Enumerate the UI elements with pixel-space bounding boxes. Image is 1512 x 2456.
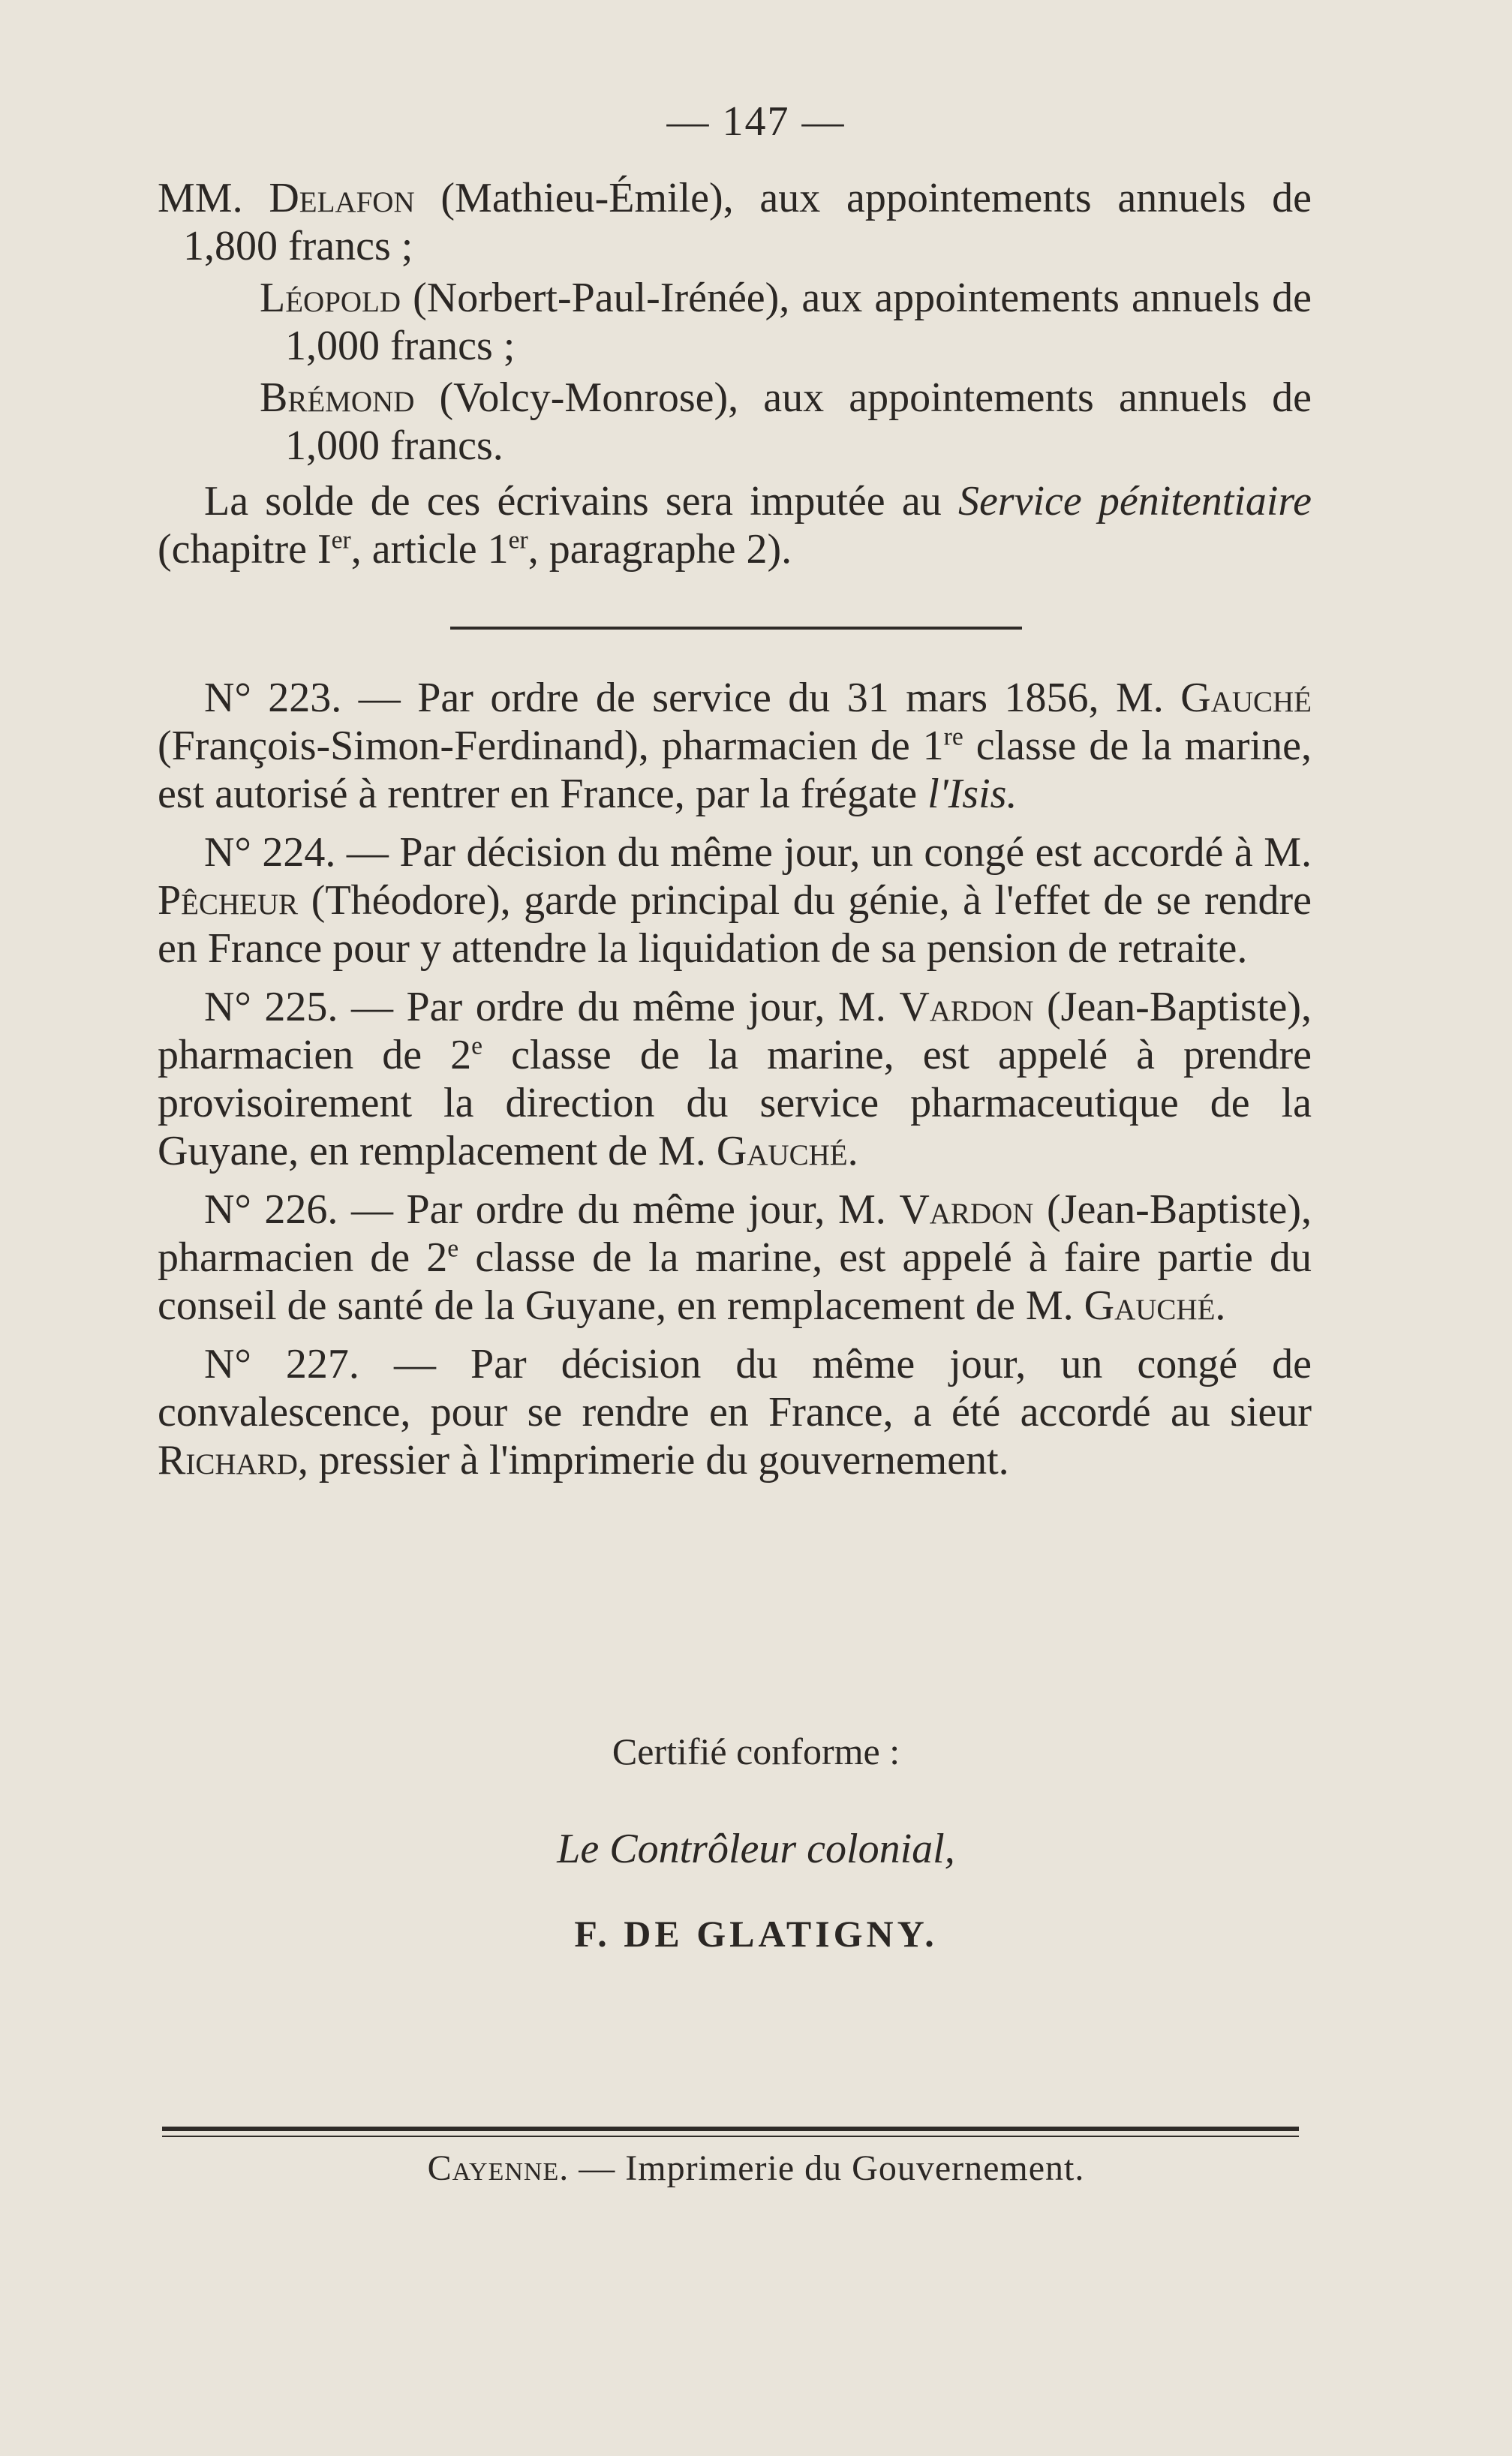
name-vardon: Vardon bbox=[899, 984, 1034, 1030]
service-penitentiaire: Service pénitentiaire bbox=[957, 478, 1312, 525]
n226-text-c: classe de la marine, est appelé à faire partie du conseil de santé de la Guyane, en remplacement de M. bbox=[158, 1234, 1312, 1329]
n224-text-a: N° 224. — Par décision du même jour, un congé est accordé à M. bbox=[204, 829, 1312, 876]
footer-rule-thick bbox=[162, 2127, 1299, 2131]
decision-226 bbox=[158, 1186, 1312, 1330]
solde-text-c: , article 1 bbox=[350, 526, 509, 573]
name-gauche-3: Gauché. bbox=[1084, 1282, 1226, 1329]
n225-text-a: N° 225. — Par ordre du même jour, M. bbox=[204, 984, 886, 1030]
footer-rule-thin bbox=[162, 2136, 1299, 2137]
decision-224 bbox=[158, 828, 1312, 972]
leopold-details: (Norbert-Paul-Irénée), aux appointements annuels de 1,000 francs ; bbox=[285, 275, 1312, 369]
delafon-details: (Mathieu-Émile), aux appointements annuels de 1,800 francs ; bbox=[183, 175, 1312, 269]
appointment-leopold bbox=[158, 274, 1312, 370]
n223-text-c: classe de la marine, est autorisé à rentrer en France, par la frégate bbox=[158, 723, 1312, 817]
name-gauche: Gauché bbox=[1180, 675, 1312, 721]
mm-prefix: MM. bbox=[158, 175, 243, 221]
n223-text-a: N° 223. — Par ordre de service du 31 mars 1856, M. bbox=[204, 675, 1164, 721]
n227-text-b: , pressier à l'imprimerie du gouvernement. bbox=[297, 1437, 1009, 1484]
name-delafon: Delafon bbox=[269, 175, 415, 221]
n224-text-b: (Théodore), garde principal du génie, à l'effet de se rendre en France pour y attendre la liquidation de sa pension de retraite. bbox=[158, 877, 1312, 972]
appointment-bremond bbox=[158, 374, 1312, 470]
n225-text-b: (Jean-Baptiste), pharmacien de 2 bbox=[158, 984, 1312, 1078]
page-number: — 147 — bbox=[666, 98, 846, 145]
name-richard: Richard bbox=[158, 1437, 298, 1484]
decision-223 bbox=[158, 674, 1312, 818]
n226-sup: e bbox=[447, 1234, 459, 1263]
solde-sup-2: er bbox=[508, 526, 528, 555]
imprint bbox=[0, 2148, 1512, 2189]
n227-text-a: N° 227. — Par décision du même jour, un congé de convalescence, pour se rendre en France, a été accordé au sieur bbox=[158, 1341, 1312, 1435]
n225-sup: e bbox=[471, 1032, 483, 1060]
appointment-delafon bbox=[158, 174, 1312, 270]
n223-sup: re bbox=[943, 723, 963, 751]
decision-225 bbox=[158, 983, 1312, 1175]
signature: F. DE GLATIGNY. bbox=[574, 1913, 938, 1955]
name-pecheur: Pêcheur bbox=[158, 877, 299, 924]
n225-text-c: classe de la marine, est appelé à prendre provisoirement la direction du service pharmaceutique de la Guyane, en remplacement de M. bbox=[158, 1032, 1312, 1174]
solde-text-b: (chapitre I bbox=[158, 526, 332, 573]
bremond-details: (Volcy-Monrose), aux appointements annuels de 1,000 francs. bbox=[285, 374, 1312, 469]
name-gauche-2: Gauché. bbox=[716, 1128, 858, 1174]
controller-title: Le Contrôleur colonial, bbox=[557, 1826, 955, 1872]
decisions-block bbox=[158, 674, 1312, 1484]
name-vardon-2: Vardon bbox=[899, 1186, 1034, 1233]
solde-text-d: , paragraphe 2). bbox=[528, 526, 792, 573]
n226-text-b: (Jean-Baptiste), pharmacien de 2 bbox=[158, 1186, 1312, 1281]
solde-text-a: La solde de ces écrivains sera imputée au bbox=[204, 478, 942, 525]
certification: Certifié conforme : bbox=[612, 1730, 900, 1772]
ship-name: l'Isis. bbox=[927, 771, 1018, 817]
solde-paragraph bbox=[158, 477, 1312, 573]
section-separator bbox=[450, 627, 1022, 630]
imprint-text: — Imprimerie du Gouvernement. bbox=[579, 2148, 1085, 2188]
appointments-block bbox=[158, 174, 1312, 573]
imprint-city: Cayenne. bbox=[427, 2148, 570, 2188]
n226-text-a: N° 226. — Par ordre du même jour, M. bbox=[204, 1186, 886, 1233]
solde-sup-1: er bbox=[331, 526, 351, 555]
name-bremond: Brémond bbox=[260, 374, 415, 421]
name-leopold: Léopold bbox=[260, 275, 401, 321]
decision-227 bbox=[158, 1340, 1312, 1484]
n223-text-b: (François-Simon-Ferdinand), pharmacien de 1 bbox=[158, 723, 944, 769]
